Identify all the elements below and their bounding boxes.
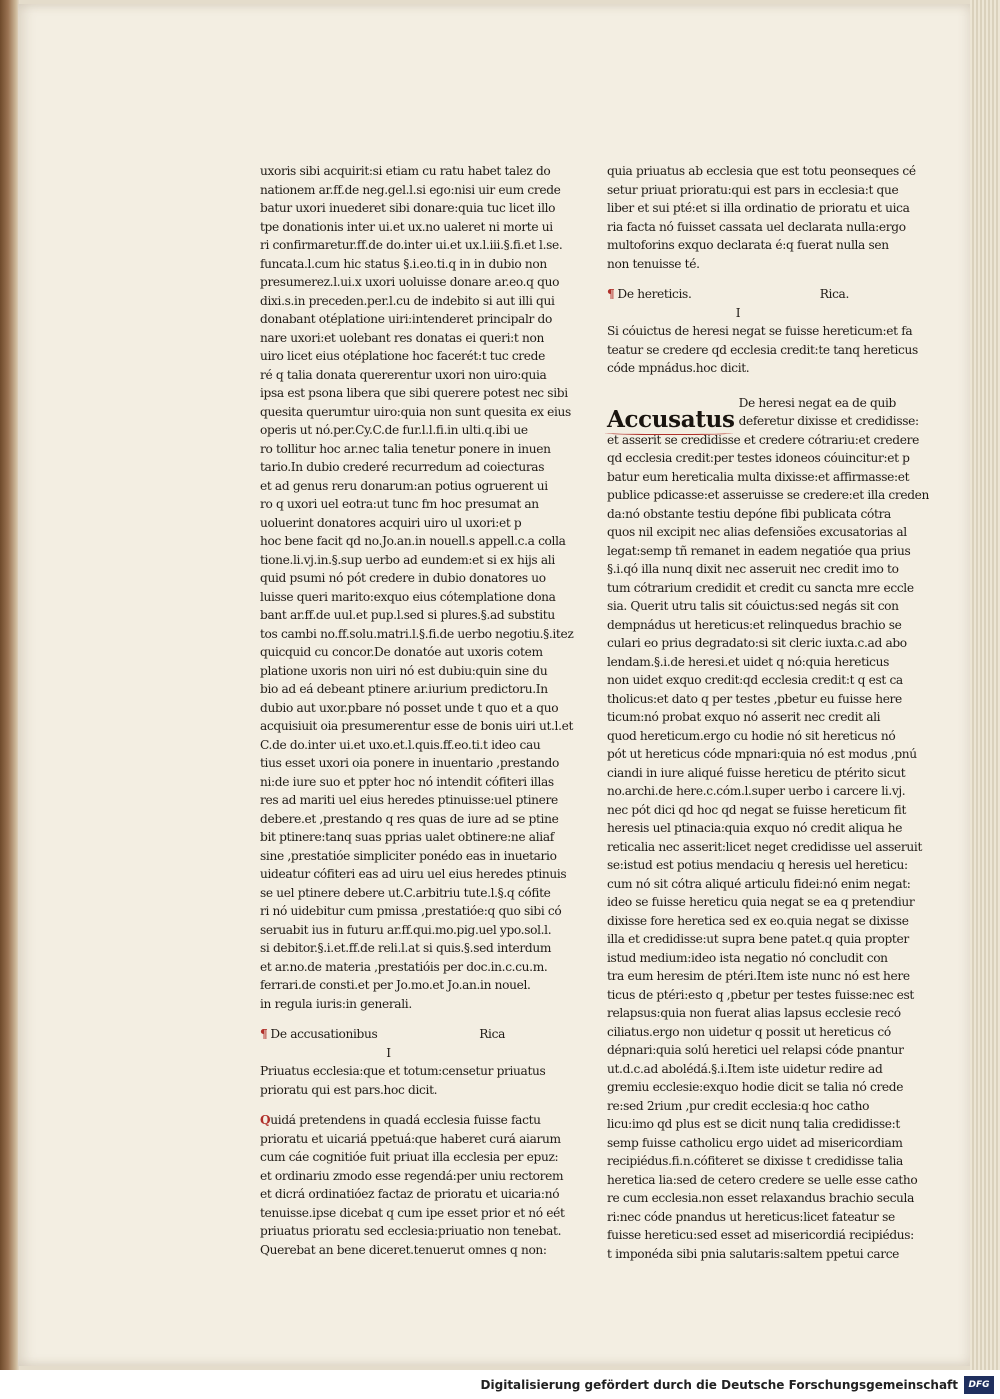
text-line: relapsus:quia non fuerat alias lapsus ecclesie recó [607, 1006, 901, 1020]
text-line: teatur se credere qd ecclesia credit:te tanq hereticus [607, 342, 918, 357]
text-line: ri nó uidebitur cum pmissa ,prestatióe:q quo sibi có [260, 904, 562, 918]
text-line: fuisse hereticu:sed esset ad misericordiá recipiédus: [607, 1228, 914, 1242]
accusatus-side-lines [739, 394, 919, 431]
text-line: Si cóuictus de heresi negat se fuisse hereticum:et fa [607, 324, 913, 338]
text-line: ticus de ptéri:esto q ,pbetur per testes fuisse:nec est [607, 987, 914, 1002]
text-line: illa et credidisse:ut supra bene patet.q quia propter [607, 932, 909, 946]
text-line: et ar.no.de materia ,prestatióis per doc.in.c.cu.m. [260, 959, 548, 974]
text-line: operis ut nó.per.Cy.C.de fur.l.l.fi.in ulti.q.ibi ue [260, 423, 528, 437]
accusatus-opening [607, 394, 919, 433]
text-line: Querebat an bene diceret.tenuerut omnes q non: [260, 1242, 547, 1257]
text-line: liber et sui pté:et si illa ordinatio de prioratu et uica [607, 201, 910, 215]
text-line: quia priuatus ab ecclesia que est totu peonseques cé [607, 164, 916, 178]
text-line: prioratu qui est pars.hoc dicit. [260, 1082, 438, 1097]
text-line: funcata.l.cum hic status §.i.eo.ti.q in in dubio non [260, 256, 547, 271]
digitization-footer [0, 1370, 1000, 1399]
text-line: in regula iuris:in generali. [260, 996, 412, 1011]
text-line: dixisse fore heretica sed ex eo.quia negat se dixisse [607, 913, 909, 928]
text-line: et asserit se credidisse et credere cótrariu:et credere [607, 432, 919, 447]
text-line: bit ptinere:tanq suas pprias ualet obtinere:ne aliaf [260, 830, 554, 844]
text-line: cum nó sit cótra aliqué articulu fidei:nó enim negat: [607, 876, 911, 891]
heading-numeral: I [735, 305, 741, 320]
text-line: uiro licet eius otéplatione hoc facerét:t tuc crede [260, 349, 545, 363]
text-line: et dicrá ordinatióez factaz de prioratu et uicaria:nó [260, 1187, 560, 1201]
first-line-text: uidá pretendens in quadá ecclesia fuisse factu [270, 1113, 541, 1127]
text-line: publice pdicasse:et asseruisse se credere:et illa creden [607, 488, 930, 502]
text-line: tra eum heresim de ptéri.Item iste nunc nó est here [607, 969, 910, 983]
text-line: códe mpnádus.hoc dicit. [607, 361, 750, 375]
text-line: bant ar.ff.de uul.et pup.l.sed si plures.§.ad substitu [260, 608, 555, 622]
text-line: uideatur cófiteri eas ad uiru uel eius heredes ptinuis [260, 867, 567, 881]
text-line: tenuisse.ipse dicebat q cum ipe esset prior et nó eét [260, 1205, 565, 1220]
text-line: ticum:nó probat exquo nó asserit nec credit ali [607, 710, 881, 724]
section-paragraph [607, 431, 930, 1264]
decorated-word-accusatus: Accusatus [607, 405, 735, 433]
text-line: luisse queri marito:exquo eius cótemplatione dona [260, 589, 556, 604]
text-line: qd ecclesia credit:per testes idoneos cóuincitur:et p [607, 451, 910, 465]
heading-label: Rica [479, 1027, 505, 1041]
left-column [260, 162, 574, 1259]
paragraph-mark-icon: ¶ [607, 287, 615, 301]
heading-title: De accusationibus [270, 1027, 378, 1041]
text-line: ut.d.c.ad abolédá.§.i.Item iste uidetur redire ad [607, 1061, 883, 1076]
text-line: ferrari.de consti.et per Jo.mo.et Jo.an.in nouel. [260, 978, 531, 992]
text-line: dempnádus ut hereticus:et relinquedus brachio se [607, 617, 902, 632]
section-heading-de-accusationibus [260, 1025, 517, 1044]
paragraph-lines [260, 1130, 565, 1260]
text-line: tione.li.vj.in.§.sup uerbo ad eundem:et si ex hijs ali [260, 552, 555, 567]
text-line: ria facta nó fuisset cassata uel declarata nulla:ergo [607, 219, 906, 234]
text-line: ro tollitur hoc ar.nec talia tenetur ponere in inuen [260, 441, 551, 456]
text-line: ri confirmaretur.ff.de do.inter ui.et ux.l.iii.§.fi.et l.se. [260, 238, 563, 252]
text-line: ré q talia donata quererentur uxori non uiro:quia [260, 367, 547, 382]
text-line: hoc bene facit qd no.Jo.an.in nouell.s appell.c.a colla [260, 534, 566, 548]
text-line: nationem ar.ff.de neg.gel.l.si ego:nisi uir eum crede [260, 182, 561, 197]
text-line: no.archi.de here.c.cóm.l.super uerbo i carcere li.vj. [607, 784, 906, 798]
text-line: gremiu ecclesie:exquo hodie dicit se talia nó crede [607, 1080, 904, 1094]
text-line: si debitor.§.i.et.ff.de reli.l.at si quis.§.sed interdum [260, 941, 552, 955]
left-column-opening-text [260, 162, 574, 1013]
dfg-logo-icon: DFG [964, 1376, 994, 1394]
text-line: acquisiuit oia presumerentur esse de bonis uiri ut.l.et [260, 719, 574, 733]
text-line: legat:semp tñ remanet in eadem negatióe qua prius [607, 543, 911, 558]
paragraph-first-line [260, 1111, 541, 1130]
text-line: uoluerint donatores acquiri uiro ul uxori:et p [260, 515, 522, 530]
text-line: ri:nec códe pnandus ut hereticus:licet fateatur se [607, 1209, 895, 1224]
text-line: et ordinariu zmodo esse regendá:per uniu rectorem [260, 1168, 564, 1183]
text-line: istud medium:ideo ista negatio nó concludit con [607, 950, 888, 965]
text-line: non tenuisse té. [607, 256, 700, 271]
text-line: uxoris sibi acquirit:si etiam cu ratu habet talez do [260, 164, 551, 178]
right-column [607, 162, 930, 1263]
text-line: sine ,prestatióe simpliciter ponédo eas in inuetario [260, 848, 557, 863]
text-line: dubio aut uxor.pbare nó posset unde t quo et a quo [260, 700, 559, 715]
text-line: batur eum hereticalia multa dixisse:et affirmasse:et [607, 469, 910, 484]
text-line: res ad mariti uel eius heredes ptinuisse:uel ptinere [260, 793, 558, 807]
text-line: heresis uel ptinacia:quia exquo nó credit aliqua he [607, 821, 903, 835]
text-line: bio ad eá debeant ptinere ar.iurium predictoru.In [260, 682, 548, 696]
text-line: recipiédus.fi.n.cófiteret se dixisse t credidisse talia [607, 1154, 903, 1168]
text-line: De heresi negat ea de quib [738, 395, 896, 410]
text-line: lendam.§.i.de heresi.et uidet q nó:quia hereticus [607, 654, 890, 669]
text-line: ni:de iure suo et ppter hoc nó intendit cófiteri illas [260, 774, 554, 789]
text-line: platione uxoris non uiri nó est dubiu:quin sine du [260, 663, 548, 678]
text-line: dixi.s.in preceden.per.l.cu de indebito si aut illi qui [260, 293, 555, 308]
text-line: da:nó obstante testiu depóne fibi publicata cótra [607, 506, 891, 521]
heading-title: De hereticis. [617, 287, 692, 301]
page-edges [970, 0, 1000, 1370]
text-line: C.de do.inter ui.et uxo.et.l.quis.ff.eo.ti.t ideo cau [260, 737, 541, 752]
text-line: ideo se fuisse hereticu quia negat se ea q pretendiur [607, 895, 915, 909]
text-line: ciandi in iure aliqué fuisse hereticu de ptérito sicut [607, 765, 906, 780]
text-line: donabant otéplatione uiri:intenderet principalr do [260, 312, 552, 326]
text-line: tius esset uxori oia ponere in inuentario ,prestando [260, 756, 559, 770]
text-line: nec pót dici qd hoc qd negat se fuisse hereticum fit [607, 802, 907, 817]
text-line: tario.In dubio crederé recurredum ad coiecturas [260, 460, 545, 474]
section-paragraph [260, 1111, 565, 1259]
text-line: prioratu et uicariá ppetuá:que haberet curá aiarum [260, 1131, 561, 1146]
text-line: pót ut hereticus códe mpnari:quia nó est modus ,pnú [607, 747, 917, 761]
footer-credit: Digitalisierung gefördert durch die Deutsche Forschungsgemeinschaft [480, 1377, 958, 1392]
right-column-opening-text [607, 162, 916, 273]
text-line: presumerez.l.ui.x uxori uoluisse donare ar.eo.q quo [260, 275, 560, 289]
text-line: priuatus prioratu sed ecclesia:priuatio non tenebat. [260, 1224, 562, 1238]
book-spine [0, 0, 20, 1399]
section-summary [607, 322, 918, 378]
text-line: quos nil excipit nec alias defensiões excusatorias al [607, 525, 907, 539]
text-line: quicquid cu concor.De donatóe aut uxoris cotem [260, 645, 543, 659]
text-line: tpe donationis inter ui.et ux.no ualeret ni morte ui [260, 219, 553, 234]
heading-numeral: I [386, 1045, 391, 1060]
text-line: deferetur dixisse et credidisse: [738, 414, 919, 428]
text-line: seruabit ius in futuru ar.ff.qui.mo.pig.uel ypo.sol.l. [260, 922, 552, 937]
text-line: quesita querumtur uiro:quia non sunt quesita ex eius [260, 404, 571, 419]
section-summary [260, 1062, 546, 1099]
text-line: ciliatus.ergo non uidetur q possit ut hereticus có [607, 1024, 891, 1039]
text-line: dépnari:quia solú heretici uel relapsi códe pnantur [607, 1043, 904, 1057]
text-line: t imponéda sibi pnia salutaris:saltem ppetui carce [607, 1246, 900, 1261]
text-line: re cum ecclesia.non esset relaxandus brachio secula [607, 1191, 915, 1205]
text-line: Priuatus ecclesia:que et totum:censetur priuatus [260, 1064, 546, 1078]
text-line: quod hereticum.ergo cu hodie nó sit hereticus nó [607, 728, 896, 743]
text-line: tum cótrarium credidit et credit cu sancta mre eccle [607, 580, 914, 595]
text-line: heretica lia:sed de cetero credere se uelle esse catho [607, 1172, 918, 1187]
text-line: et ad genus reru donarum:an potius ogruerent ui [260, 478, 548, 493]
section-heading-de-hereticis [607, 285, 869, 304]
text-line: sia. Querit utru talis sit cóuictus:sed negás sit con [607, 599, 899, 613]
text-line: reticalia nec asserit:licet neget credidisse uel asseruit [607, 839, 922, 854]
text-line: re:sed 2rium ,pur credit ecclesia:q hoc catho [607, 1098, 870, 1113]
text-line: culari eo prius degradato:si sit cleric iuxta.c.ad abo [607, 636, 907, 650]
text-line: tos cambi no.ff.solu.matri.l.§.fi.de uerbo negotiu.§.itez [260, 626, 574, 641]
red-initial: Q [260, 1113, 271, 1127]
text-line: licu:imo qd plus est se dicit nunq talia credidisse:t [607, 1117, 900, 1131]
text-line: se uel ptinere debere ut.C.arbitriu tute.l.§.q cófite [260, 885, 551, 900]
text-line: cum cáe cognitióe fuit priuat illa ecclesia per epuz: [260, 1150, 559, 1164]
text-line: semp fuisse catholicu ergo uidet ad misericordiam [607, 1135, 903, 1150]
text-line: §.i.qó illa nunq dixit nec asseruit nec credit imo to [607, 562, 899, 576]
text-line: batur uxori inuederet sibi donare:quia tuc licet illo [260, 201, 556, 215]
text-line: setur priuat prioratu:qui est pars in ecclesia:t que [607, 182, 899, 197]
heading-label: Rica. [819, 287, 849, 301]
text-line: ipsa est psona libera que sibi querere potest nec sibi [260, 386, 568, 400]
paragraph-mark-icon: ¶ [260, 1027, 268, 1041]
text-line: quid psumi nó pót credere in dubio donatores uo [260, 571, 546, 585]
text-line: se:istud est potius mendaciu q heresis uel hereticu: [607, 858, 908, 872]
text-line: tholicus:et dato q per testes ,pbetur eu fuisse here [607, 691, 902, 706]
text-line: nare uxori:et uolebant res donatas ei queri:t non [260, 330, 544, 345]
text-line: non uidet exquo credit:qd ecclesia credit:t q est ca [607, 673, 903, 687]
text-line: ro q uxori uel eotra:ut tunc fm hoc presumat an [260, 497, 539, 511]
text-line: debere.et ,prestando q res quas de iure ad se ptine [260, 811, 559, 826]
text-line: multoforins exquo declarata é:q fuerat nulla sen [607, 238, 889, 252]
